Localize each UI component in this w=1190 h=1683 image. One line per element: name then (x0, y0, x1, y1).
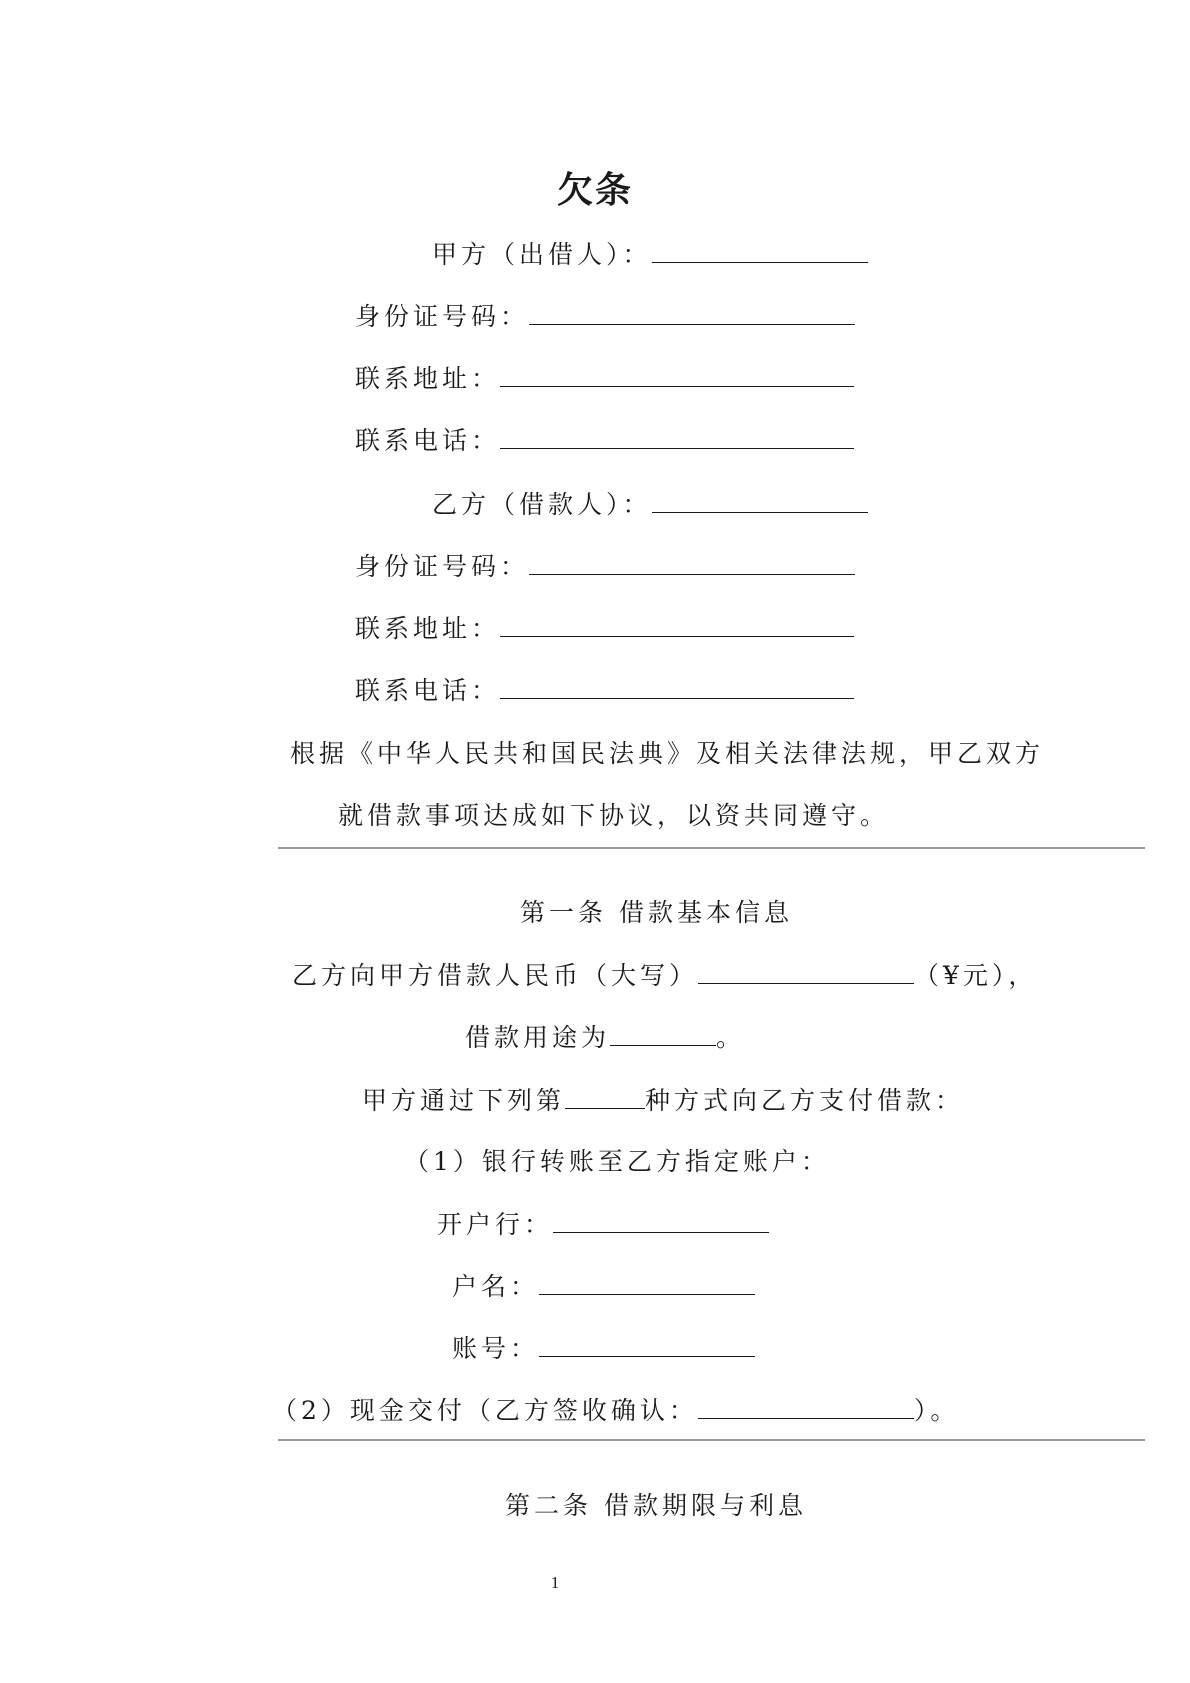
party-a-phone-row (355, 424, 854, 457)
option-cash-prefix: （2）现金交付（乙方签收确认： (272, 1396, 698, 1425)
party-a-phone-label: 联系电话： (355, 426, 501, 455)
party-a-name-blank[interactable] (652, 238, 868, 263)
loan-amount-suffix: （¥元）， (914, 961, 1038, 990)
section-divider (278, 847, 1145, 849)
party-a-address-label: 联系地址： (355, 364, 501, 393)
party-b-phone-blank[interactable] (500, 674, 854, 699)
account-number-label: 账号： (452, 1334, 540, 1363)
party-b-heading-row (432, 488, 868, 521)
party-b-id-blank[interactable] (529, 550, 855, 575)
party-b-heading: 乙方（借款人）： (432, 490, 652, 519)
section-divider (278, 1439, 1145, 1441)
account-name-label: 户名： (452, 1272, 540, 1301)
party-a-phone-blank[interactable] (500, 424, 854, 449)
payment-method-blank[interactable] (565, 1084, 645, 1109)
bank-name-label: 开户行： (437, 1210, 554, 1239)
account-name-row (452, 1270, 755, 1303)
party-b-id-label: 身份证号码： (355, 552, 530, 581)
party-b-phone-row (355, 674, 854, 707)
preamble-line-2: 就借款事项达成如下协议，以资共同遵守。 (338, 801, 890, 830)
document-title: 欠条 (556, 169, 633, 211)
loan-purpose-blank[interactable] (610, 1021, 716, 1046)
article-1-heading: 第一条 借款基本信息 (520, 898, 793, 927)
loan-amount-prefix: 乙方向甲方借款人民币（大写） (292, 961, 699, 990)
account-name-blank[interactable] (539, 1270, 755, 1295)
account-number-blank[interactable] (539, 1332, 755, 1357)
payment-method-row (362, 1084, 964, 1117)
party-a-heading: 甲方（出借人）： (432, 240, 652, 269)
loan-purpose-prefix: 借款用途为 (465, 1023, 611, 1052)
party-a-heading-row (432, 238, 868, 271)
party-b-phone-label: 联系电话： (355, 676, 501, 705)
party-b-address-row (355, 612, 854, 645)
party-a-id-label: 身份证号码： (355, 302, 530, 331)
party-b-id-row (355, 550, 855, 583)
bank-name-row (437, 1208, 769, 1241)
party-a-id-blank[interactable] (529, 300, 855, 325)
payment-method-suffix: 种方式向乙方支付借款： (645, 1086, 965, 1115)
party-a-id-row (355, 300, 855, 333)
loan-purpose-row (465, 1021, 745, 1054)
loan-purpose-suffix: 。 (716, 1023, 746, 1052)
loan-amount-row (292, 959, 1037, 992)
option-bank-transfer: （1）银行转账至乙方指定账户： (404, 1147, 830, 1176)
party-a-address-row (355, 362, 854, 395)
option-cash-suffix: ）。 (913, 1396, 960, 1425)
loan-amount-blank[interactable] (698, 959, 914, 984)
option-cash-row (272, 1394, 959, 1427)
page-number: 1 (550, 1573, 560, 1592)
party-a-address-blank[interactable] (500, 362, 854, 387)
party-b-address-label: 联系地址： (355, 614, 501, 643)
cash-signature-blank[interactable] (698, 1394, 914, 1419)
party-b-name-blank[interactable] (652, 488, 868, 513)
bank-name-blank[interactable] (553, 1208, 769, 1233)
account-number-row (452, 1332, 755, 1365)
party-b-address-blank[interactable] (500, 612, 854, 637)
article-2-heading: 第二条 借款期限与利息 (505, 1491, 807, 1520)
payment-method-prefix: 甲方通过下列第 (362, 1086, 566, 1115)
preamble-line-1: 根据《中华人民共和国民法典》及相关法律法规，甲乙双方 (290, 739, 1045, 768)
